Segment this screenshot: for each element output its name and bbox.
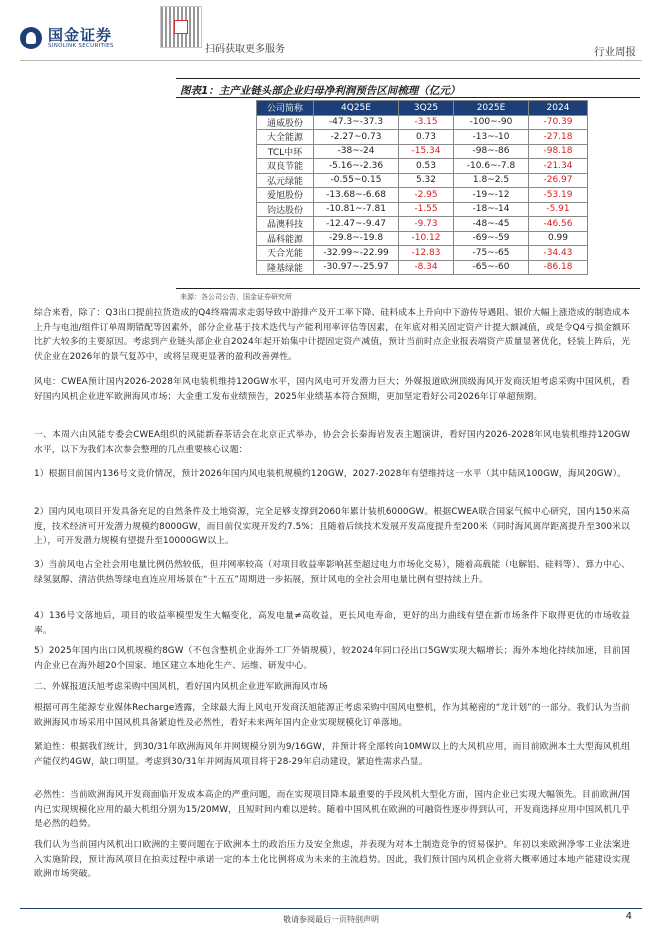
table-row <box>257 130 588 145</box>
value-cell: -53.19 <box>529 188 588 203</box>
table-row <box>257 188 588 203</box>
table-row <box>257 260 588 275</box>
column-header: 3Q25 <box>399 101 454 116</box>
profit-forecast-table <box>256 100 588 275</box>
table-row <box>257 202 588 217</box>
footer-disclaimer[interactable]: 敬请参阅最后一页特别声明 <box>283 915 379 924</box>
value-cell: -5.16~-2.36 <box>314 159 399 174</box>
value-cell: -12.83 <box>399 246 454 261</box>
value-cell: -69~-59 <box>454 231 529 246</box>
company-name-cell: 弘元绿能 <box>257 173 314 188</box>
qr-center-mark <box>174 20 188 34</box>
company-name-cell: 大全能源 <box>257 130 314 145</box>
paragraph-section-2-heading: 二、外媒报道沃旭考虑采购中国风机，看好国内风机企业进军欧洲海风市场 <box>34 682 328 692</box>
header-divider <box>20 60 642 61</box>
value-cell: -98.18 <box>529 144 588 159</box>
value-cell: -5.91 <box>529 202 588 217</box>
company-name-cell: 通威股份 <box>257 115 314 130</box>
value-cell: 0.99 <box>529 231 588 246</box>
value-cell: -29.8~-19.8 <box>314 231 399 246</box>
footer-divider <box>20 908 642 909</box>
value-cell: -8.34 <box>399 260 454 275</box>
paragraph-europe-outlook: 我们认为当前国内风机出口欧洲的主要问题在于欧洲本土的政治压力及安全焦虑，并表现为对本土制造竞争的贸易保护。年初以来欧洲净零工业法案进入实施阶段，预计海风项目在拍卖过程中承诺一定的本土化比例将成为未来的主流趋势。因此，我们预计国内风机企业将大概率通过本地产能建设实现欧洲市场突破。 <box>34 840 630 880</box>
scan-prompt: 扫码获取更多服务 <box>205 44 285 55</box>
column-header: 2025E <box>454 101 529 116</box>
figure-top-rule <box>176 78 640 79</box>
logo-text-en: SINOLINK SECURITIES <box>48 43 114 49</box>
value-cell: -21.34 <box>529 159 588 174</box>
company-name-cell: 隆基绿能 <box>257 260 314 275</box>
table-row <box>257 217 588 232</box>
paragraph-urgency: 紧迫性：根据我们统计，到30/31年欧洲海风年并网规模分别为9/16GW，并预计将全部转向10MW以上的大风机应用，而目前欧洲本土大型海风机组产能仅约4GW，缺口明显。考虑到30/31年并网海风项目将于28-29年启动建设，紧迫性需求凸显。 <box>34 742 630 767</box>
table-row <box>257 173 588 188</box>
value-cell: -0.55~0.15 <box>314 173 399 188</box>
table-header-row <box>257 101 588 116</box>
value-cell: -3.15 <box>399 115 454 130</box>
value-cell: -1.55 <box>399 202 454 217</box>
value-cell: -86.18 <box>529 260 588 275</box>
value-cell: -47.3~-37.3 <box>314 115 399 130</box>
value-cell: -15.34 <box>399 144 454 159</box>
value-cell: -32.99~-22.99 <box>314 246 399 261</box>
company-name-cell: 爱旭股份 <box>257 188 314 203</box>
value-cell: -18~-14 <box>454 202 529 217</box>
company-name-cell: 双良节能 <box>257 159 314 174</box>
value-cell: -38~-24 <box>314 144 399 159</box>
paragraph-recharge: 根据可再生能源专业媒体Recharge透露，全球最大海上风电开发商沃旭能源正考虑采购中国风电整机，作为其秘密的“龙计划”的一部分。我们认为当前欧洲海风市场采用中国风机具备紧迫性及必然性，看好未来两年国内企业实现规模化订单落地。 <box>34 703 630 728</box>
page-number: 4 <box>625 911 632 922</box>
logo-icon <box>20 27 42 49</box>
value-cell: -2.27~0.73 <box>314 130 399 145</box>
company-name-cell: 晶科能源 <box>257 231 314 246</box>
logo-text-cn: 国金证券 <box>48 26 113 44</box>
paragraph-wind-intro: 风电：CWEA预计国内2026-2028年风电装机维持120GW水平，国内风电可开发潜力巨大；外媒报道欧洲顶级海风开发商沃旭考虑采购中国风机，看好国内风机企业进军欧洲海风市场；大金重工发布业绩预告，2025年业绩基本符合预期，更加坚定看好公司2026年订单超预期。 <box>34 377 630 402</box>
value-cell: -10.12 <box>399 231 454 246</box>
value-cell: -2.95 <box>399 188 454 203</box>
column-header: 4Q25E <box>314 101 399 116</box>
table-row <box>257 159 588 174</box>
paragraph-point-5: 5）2025年国内出口风机规模约8GW（不包含整机企业海外工厂外销规模），较2024年同口径出口5GW实现大幅增长；海外本地化持续加速，目前国内企业已在海外超20个国家、地区建立本地化生产、运维、研发中心。 <box>34 646 630 671</box>
figure-title-rule <box>176 97 640 98</box>
page-header <box>0 0 662 62</box>
value-cell: -65~-60 <box>454 260 529 275</box>
value-cell: -46.56 <box>529 217 588 232</box>
value-cell: -13.68~-6.68 <box>314 188 399 203</box>
value-cell: 5.32 <box>399 173 454 188</box>
paragraph-point-4: 4）136号文落地后，项目的收益率模型发生大幅变化，高发电量≠高收益，更长风电寿命，更好的出力曲线有望在新市场条件下取得更优的市场收益率。 <box>34 611 630 636</box>
value-cell: -75~-65 <box>454 246 529 261</box>
company-name-cell: TCL中环 <box>257 144 314 159</box>
value-cell: -70.39 <box>529 115 588 130</box>
column-header: 2024 <box>529 101 588 116</box>
company-name-cell: 天合光能 <box>257 246 314 261</box>
value-cell: 1.8~2.5 <box>454 173 529 188</box>
column-header: 公司简称 <box>257 101 314 116</box>
value-cell: -10.81~-7.81 <box>314 202 399 217</box>
value-cell: -100~-90 <box>454 115 529 130</box>
report-type-label: 行业周报 <box>594 46 636 58</box>
paragraph-cwea-topics: 一、本周六由风能专委会CWEA组织的风能新春茶话会在北京正式举办，协会会长秦海岩发表主题演讲，看好国内2026-2028年风电装机维持120GW水平，以下为我们本次参会整理的几点重要核心议题： <box>34 430 630 455</box>
paragraph-summary: 综合来看，除了：Q3出口提前拉货造成的Q4终端需求走弱导致中游排产及开工率下降、硅料成本上升向中下游传导遇阻、银价大幅上涨造成的制造成本上升与电池/组件订单周期错配等因素外，部分企业基于技术迭代与产能利用率评估等因素，在年底对相关固定资产计提大额减值，或是令Q4亏损金额环比扩大较多的主要原因。考虑到产业链头部企业自2024年起开始集中计提固定资产减值，预计当前时点企业报表端资产质量显著优化，轻装上阵后，光伏企业在2026年的景气复苏中，或将呈现更显著的盈利改善弹性。 <box>34 308 630 362</box>
company-name-cell: 晶澳科技 <box>257 217 314 232</box>
paragraph-necessity: 必然性：当前欧洲海风开发商面临开发成本高企的严重问题，而在实现项目降本最重要的手段风机大型化方面，国内企业已实现大幅领先。目前欧洲/国内已实现规模化应用的最大机组分别为15/20MW，且短时间内难以逆转。随着中国风机在欧洲的可融资性逐步得到认可，开发商选择应用中国风机几乎是必然的趋势。 <box>34 790 630 830</box>
value-cell: 0.53 <box>399 159 454 174</box>
figure-source: 来源：各公司公告，国金证券研究所 <box>180 293 292 301</box>
value-cell: -98~-86 <box>454 144 529 159</box>
figure-title: 图表1：主产业链头部企业归母净利润预告区间梳理（亿元） <box>180 85 461 97</box>
value-cell: -30.97~-25.97 <box>314 260 399 275</box>
company-name-cell: 钧达股份 <box>257 202 314 217</box>
table-row <box>257 144 588 159</box>
value-cell: -9.73 <box>399 217 454 232</box>
value-cell: -19~-12 <box>454 188 529 203</box>
value-cell: -26.97 <box>529 173 588 188</box>
value-cell: -27.18 <box>529 130 588 145</box>
value-cell: -12.47~-9.47 <box>314 217 399 232</box>
paragraph-point-1: 1）根据目前国内136号文竞价情况，预计2026年国内风电装机规模约120GW，2027-2028年有望维持这一水平（其中陆风100GW，海风20GW）。 <box>34 469 627 479</box>
value-cell: -13~-10 <box>454 130 529 145</box>
figure-bottom-rule <box>176 288 640 289</box>
value-cell: -48~-45 <box>454 217 529 232</box>
table-row <box>257 246 588 261</box>
table-row <box>257 115 588 130</box>
value-cell: 0.73 <box>399 130 454 145</box>
table-row <box>257 231 588 246</box>
paragraph-point-2: 2）国内风电项目开发具备充足的自然条件及土地资源，完全足够支撑到2060年累计装机6000GW。根据CWEA联合国家气候中心研究，国内150米高度，技术经济可开发潜力规模约8000GW，而目前仅实现开发约7.5%；且随着后续技术发展开发高度提升至200米（同时海风离岸距离提升至300米以上），可开发潜力规模有望提升至10000GW以上。 <box>34 507 630 547</box>
company-logo <box>20 27 114 49</box>
value-cell: -34.43 <box>529 246 588 261</box>
paragraph-point-3: 3）当前风电占全社会用电量比例仍然较低，但并网率较高（对项目收益率影响甚至超过电力市场化交易），随着高载能（电解铝、硅料等）、算力中心、绿氢氨醇、清洁供热等绿电直连应用场景在“十五五”周期进一步拓展，预计风电的全社会用电量比例有望持续上升。 <box>34 560 630 585</box>
value-cell: -10.6~-7.8 <box>454 159 529 174</box>
